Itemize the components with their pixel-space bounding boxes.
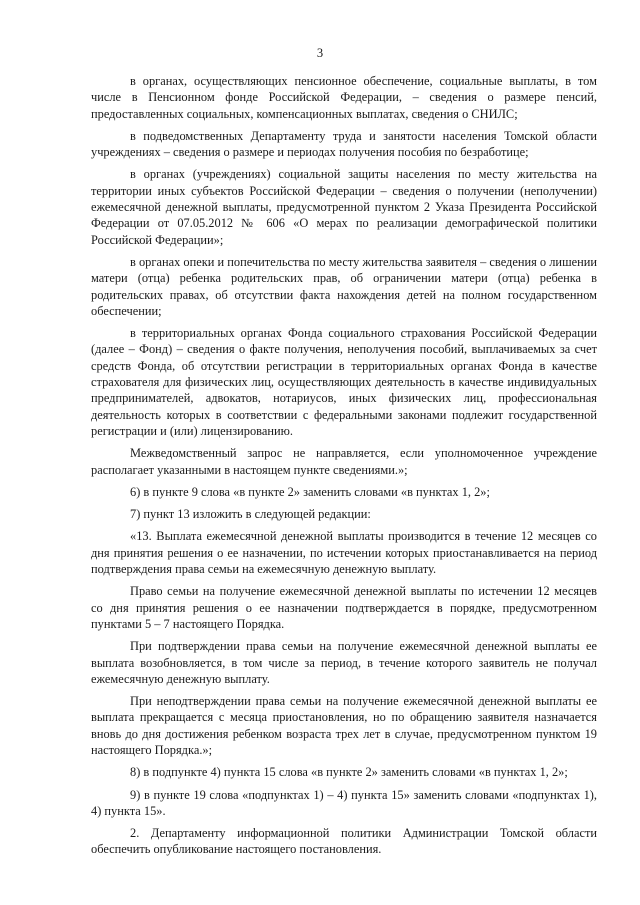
page-number: 3 <box>316 46 324 60</box>
paragraph-guardianship: в органах опеки и попечительства по месту жительства заявителя – сведения о лишении матери (отца) ребенка родительских прав, об ограничении матери (отца) ребенка в родительских правах, об отсутствии факта нахождения детей на полном государственном обеспечении; <box>91 254 597 318</box>
document-body <box>91 73 597 864</box>
paragraph-item-7: 7) пункт 13 изложить в следующей редакции: <box>130 507 371 522</box>
paragraph-payment-terminated: При неподтверждении права семьи на получение ежемесячной денежной выплаты ее выплата прекращается с месяца приостановления, но по обращению заявителя назначается вновь до дня достижения ребенком возраста трех лет в случае, предусмотренном пунктом 19 настоящего Порядка.»; <box>91 694 597 757</box>
paragraph-social-insurance-fund: в территориальных органах Фонда социального страхования Российской Федерации (далее – Фонд) – сведения о факте получения, неполучения пособий, выплачиваемых за счет средств Фонда, об отсутствии регистрации в территориальных органах Фонда в качестве страхователя для физических лиц, осуществляющих деятельность в качестве индивидуальных предпринимателей, адвокатов, нотариусов, иных физических лиц, профессиональная деятельность которых в соответствии с федеральными законами подлежит государственной регистрации и (или) лицензированию. <box>91 326 597 438</box>
paragraph-item-9: 9) в пункте 19 слова «подпунктах 1) – 4) пункта 15» заменить словами «подпунктах 1), 4) пункта 15». <box>91 787 597 818</box>
paragraph-interdepartmental-request: Межведомственный запрос не направляется, если уполномоченное учреждение располагает указанными в настоящем пункте сведениями.»; <box>91 446 597 477</box>
paragraph-labor-department: в подведомственных Департаменту труда и занятости населения Томской области учреждениях – сведения о размере и периодах получения пособия по безработице; <box>91 128 597 160</box>
paragraph-publication: 2. Департаменту информационной политики Администрации Томской области обеспечить опубликование настоящего постановления. <box>91 826 597 857</box>
paragraph-payment-resumed: При подтверждении права семьи на получение ежемесячной денежной выплаты ее выплата возобновляется, в том числе за период, в течение которого заявитель не получал ежемесячную денежную выплату. <box>91 639 597 686</box>
paragraph-item-8: 8) в подпункте 4) пункта 15 слова «в пункте 2» заменить словами «в пунктах 1, 2»; <box>130 765 568 780</box>
paragraph-pension-agencies: в органах, осуществляющих пенсионное обеспечение, социальные выплаты, в том числе в Пенсионном фонде Российской Федерации, – сведения о размере пенсий, предоставленных социальных, компенсационных выплатах, сведения о СНИЛС; <box>91 74 597 121</box>
paragraph-clause-13: «13. Выплата ежемесячной денежной выплаты производится в течение 12 месяцев со дня принятия решения о ее назначении, по истечении которых приостанавливается на период подтверждения права семьи на ежемесячную денежную выплату. <box>91 529 597 577</box>
paragraph-right-confirmation: Право семьи на получение ежемесячной денежной выплаты по истечении 12 месяцев со дня принятия решения о ее назначении подтверждается в порядке, предусмотренном пунктами 5 – 7 настоящего Порядка. <box>91 584 597 631</box>
paragraph-social-protection: в органах (учреждениях) социальной защиты населения по месту жительства на территории иных субъектов Российской Федерации – сведения о получении (неполучении) ежемесячной денежной выплаты, предусмотренной пунктом 2 Указа Президента Российской Федерации от 07.05.2012 № 606 «О мерах по реализации демографической политики Российской Федерации»; <box>91 167 597 247</box>
paragraph-item-6: 6) в пункте 9 слова «в пункте 2» заменить словами «в пунктах 1, 2»; <box>130 484 490 499</box>
